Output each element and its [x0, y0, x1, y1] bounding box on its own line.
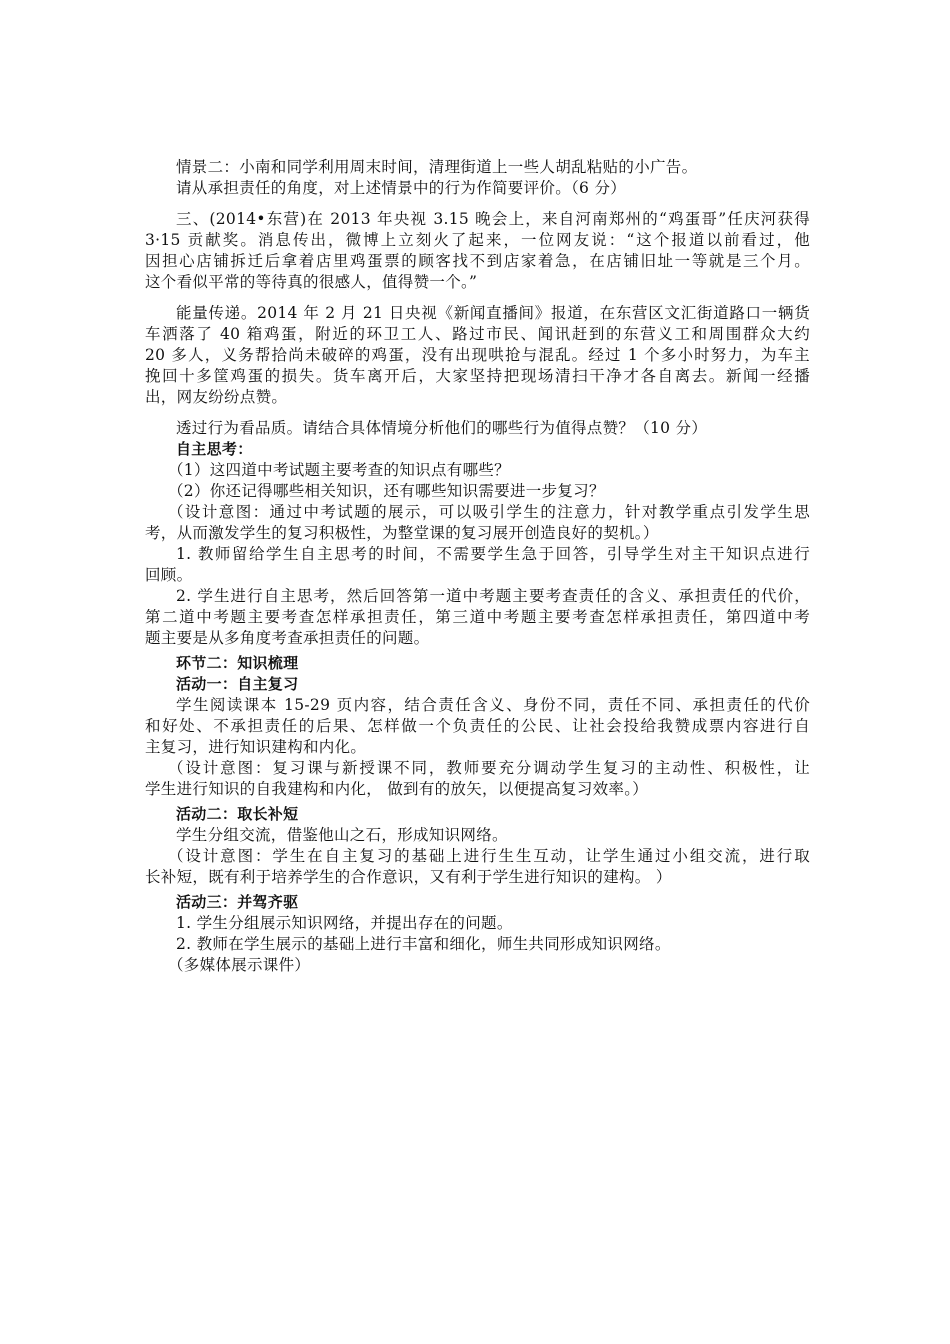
energy-transfer-line: 能量传递。2014 年 2 月 21 日央视《新闻直播间》报道，在东营区文汇街道路口一辆货: [176, 304, 810, 322]
list-item: 题主要是从多角度考查承担责任的问题。: [145, 629, 430, 647]
activity-body-line: 学生阅读课本 15-29 页内容，结合责任含义、身份不同，责任不同、承担责任的代价: [176, 696, 810, 714]
energy-transfer-line: 挽回十多筐鸡蛋的损失。货车离开后，大家坚持把现场清扫干净才各自离去。新闻一经播: [145, 367, 810, 385]
list-item: （2）你还记得哪些相关知识，还有哪些知识需要进一步复习？: [168, 482, 605, 500]
scenario-two: 情景二：小南和同学利用周末时间，清理街道上一些人胡乱粘贴的小广告。: [176, 158, 698, 176]
activity-heading: 活动二：取长补短: [176, 805, 299, 823]
design-intent-line: （设计意图：通过中考试题的展示，可以吸引学生的注意力，针对教学重点引发学生思: [168, 503, 810, 521]
energy-transfer-line: 20 多人，义务帮拾尚未破碎的鸡蛋，没有出现哄抢与混乱。经过 1 个多小时努力，为车主: [145, 346, 810, 364]
design-intent-line: （设计意图：复习课与新授课不同，教师要充分调动学生复习的主动性、积极性，让: [168, 759, 810, 777]
list-item: 第二道中考题主要考查怎样承担责任，第三道中考题主要考查怎样承担责任，第四道中考: [145, 608, 810, 626]
activity-body-line: 学生分组交流，借鉴他山之石，形成知识网络。: [176, 826, 508, 844]
question-prompt: 请从承担责任的角度，对上述情景中的行为作简要评价。（6 分）: [176, 179, 627, 197]
list-item: 2. 教师在学生展示的基础上进行丰富和细化，师生共同形成知识网络。: [176, 935, 671, 953]
list-item: （1）这四道中考试题主要考查的知识点有哪些？: [168, 461, 510, 479]
design-intent-line: （设计意图：学生在自主复习的基础上进行生生互动，让学生通过小组交流，进行取: [168, 847, 810, 865]
energy-transfer-line: 出，网友纷纷点赞。: [145, 388, 288, 406]
note-line: （多媒体展示课件）: [168, 956, 311, 974]
activity-body-line: 主复习，进行知识建构和内化。: [145, 738, 367, 756]
design-intent-line: 考，从而激发学生的复习积极性，为整堂课的复习展开创造良好的契机。）: [145, 524, 659, 542]
list-item: 回顾。: [145, 566, 193, 584]
list-item: 1. 学生分组展示知识网络，并提出存在的问题。: [176, 914, 513, 932]
activity-body-line: 和好处、不承担责任的后果、怎样做一个负责任的公民、让社会投给我赞成票内容进行自: [145, 717, 810, 735]
activity-heading: 活动三：并驾齐驱: [176, 893, 299, 911]
section-heading: 环节二：知识梳理: [176, 654, 299, 672]
design-intent-line: 长补短，既有利于培养学生的合作意识，又有利于学生进行知识的建构。 ）: [145, 868, 672, 886]
activity-heading: 活动一：自主复习: [176, 675, 299, 693]
question-prompt: 透过行为看品质。请结合具体情境分析他们的哪些行为值得点赞？（10 分）: [176, 419, 708, 437]
section-heading: 自主思考：: [176, 440, 253, 458]
question-three-line: 这个看似平常的等待真的很感人，值得赞一个。”: [145, 273, 478, 291]
question-three-line: 三、(2014•东营)在 2013 年央视 3.15 晚会上，来自河南郑州的“鸡蛋哥”任庆河获得: [176, 210, 810, 228]
energy-transfer-line: 车洒落了 40 箱鸡蛋，附近的环卫工人、路过市民、闻讯赶到的东营义工和周围群众大约: [145, 325, 810, 343]
document-body: [145, 157, 810, 976]
design-intent-line: 学生进行知识的自我建构和内化， 做到有的放矢，以便提高复习效率。）: [145, 780, 649, 798]
list-item: 2. 学生进行自主思考，然后回答第一道中考题主要考查责任的含义、承担责任的代价，: [176, 587, 810, 605]
question-three-line: 3·15 贡献奖。消息传出，微博上立刻火了起来，一位网友说：“这个报道以前看过，他: [145, 231, 810, 249]
question-three-line: 因担心店铺拆迁后拿着店里鸡蛋票的顾客找不到店家着急，在店铺旧址一等就是三个月。: [145, 252, 810, 270]
list-item: 1. 教师留给学生自主思考的时间，不需要学生急于回答，引导学生对主干知识点进行: [176, 545, 810, 563]
